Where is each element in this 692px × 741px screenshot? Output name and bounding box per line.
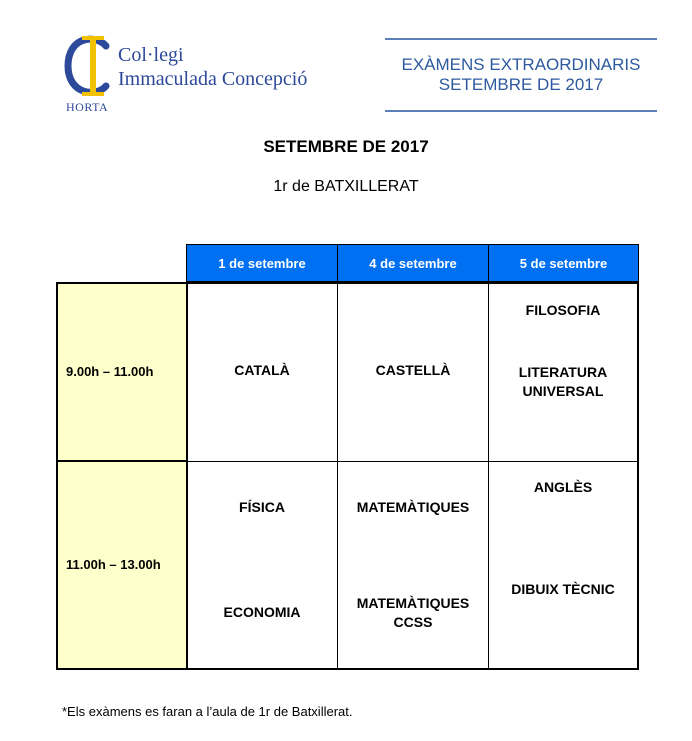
row-divider	[186, 461, 639, 462]
column-header-1: 1 de setembre	[186, 244, 338, 282]
exam-catala: CATALÀ	[234, 362, 290, 378]
exam-economia: ECONOMIA	[223, 604, 301, 620]
document-header-box	[385, 38, 657, 112]
page-subtitle: 1r de BATXILLERAT	[273, 178, 419, 195]
exam-dibuix-tecnic: DIBUIX TÈCNIC	[511, 581, 615, 597]
school-emblem-icon	[62, 32, 118, 104]
column-divider	[488, 282, 489, 670]
logo-horta: HORTA	[66, 100, 109, 114]
school-logo	[62, 32, 322, 116]
exam-matematiques: MATEMÀTIQUES	[356, 499, 470, 515]
exam-filosofia: FILOSOFIA	[525, 302, 601, 318]
logo-line-1: Col·legi	[118, 44, 184, 66]
time-slot-2-label: 11.00h – 13.00h	[66, 557, 161, 572]
exam-schedule-table	[56, 244, 639, 670]
header-line-1: EXÀMENS EXTRAORDINARIS	[401, 55, 641, 74]
time-slot-1-label: 9.00h – 11.00h	[66, 364, 154, 379]
exam-literatura-universal: LITERATURA UNIVERSAL	[518, 364, 608, 399]
column-header-2: 4 de setembre	[337, 244, 489, 282]
footnote: *Els exàmens es faran a l’aula de 1r de Batxillerat.	[62, 704, 353, 719]
exam-fisica: FÍSICA	[239, 499, 285, 515]
header-line-2: SETEMBRE DE 2017	[438, 75, 604, 94]
logo-line-2: Immaculada Concepció	[118, 68, 308, 90]
time-slot-1	[56, 282, 188, 462]
exam-castella: CASTELLÀ	[375, 362, 451, 378]
exam-angles: ANGLÈS	[533, 479, 593, 495]
exam-matematiques-ccss: MATEMÀTIQUES CCSS	[356, 595, 470, 630]
column-header-3: 5 de setembre	[488, 244, 639, 282]
page-title: SETEMBRE DE 2017	[263, 137, 429, 156]
time-slot-2	[56, 460, 188, 670]
